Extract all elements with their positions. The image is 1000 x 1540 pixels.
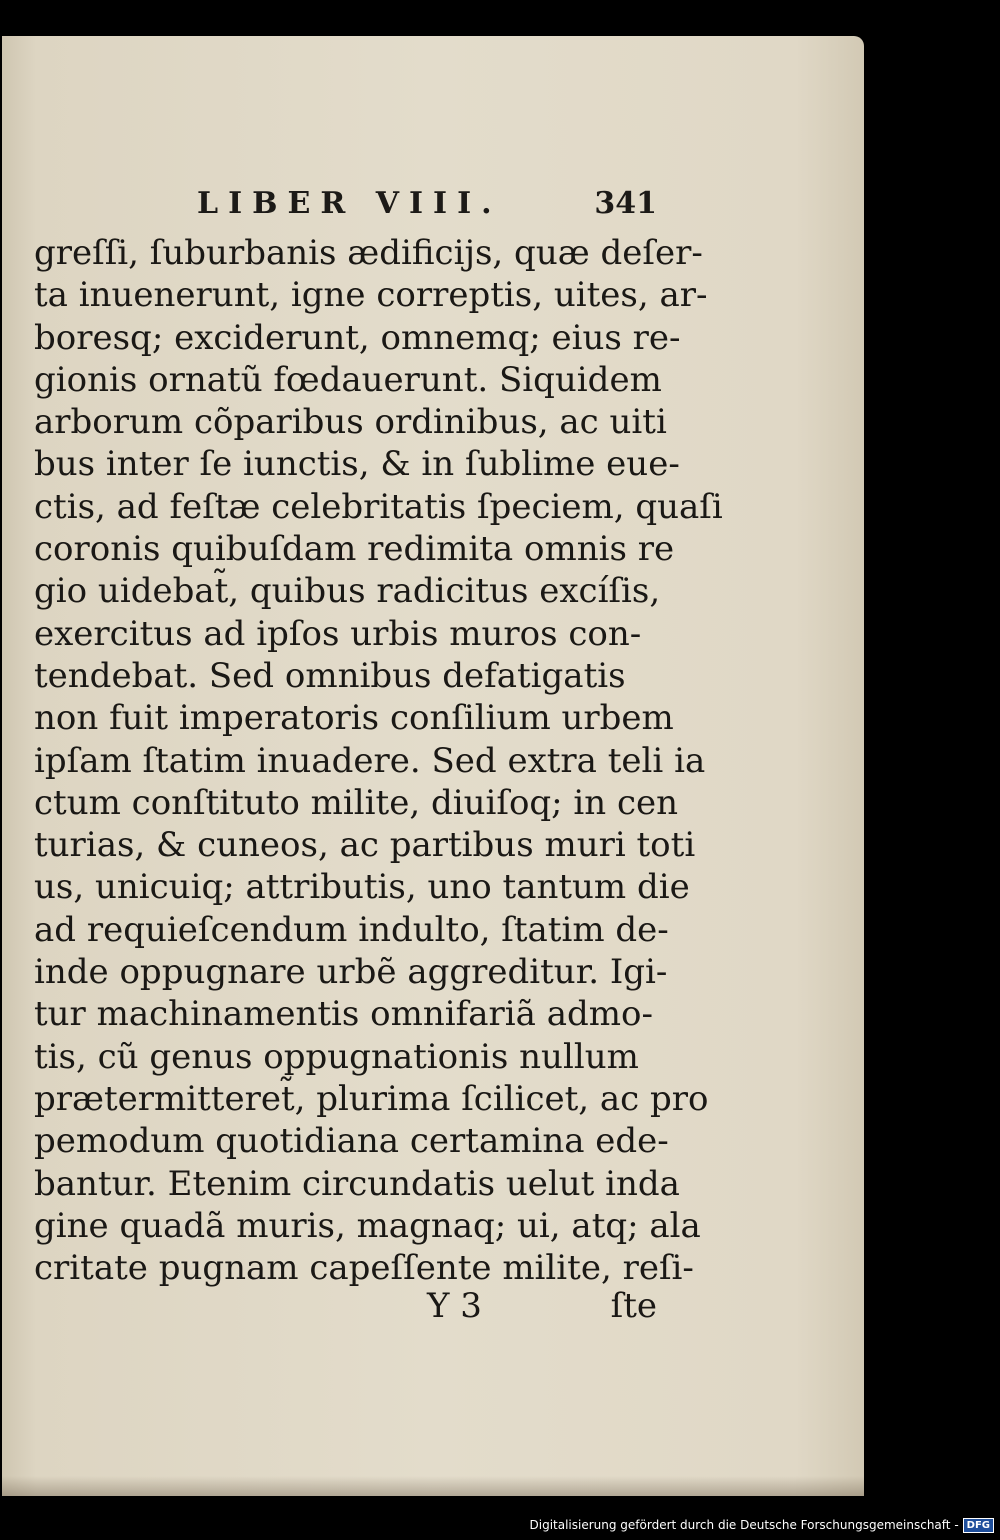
running-title: LIBER VIII. bbox=[197, 186, 502, 221]
text-line: ipſam ſtatim inuadere. Sed extra teli ia bbox=[34, 740, 706, 781]
text-line: exercitus ad ipſos urbis muros con- bbox=[34, 613, 642, 654]
book-page bbox=[2, 36, 864, 1496]
dfg-logo: DFG bbox=[963, 1518, 994, 1533]
folio-number: 341 bbox=[594, 186, 657, 221]
text-line: ad requieſcendum indulto, ſtatim de- bbox=[34, 909, 669, 950]
text-line: us, unicuiq; attributis, uno tantum die bbox=[34, 867, 690, 908]
body-text bbox=[34, 232, 723, 1289]
text-line: prætermitteret̃, plurima ſcilicet, ac pro bbox=[34, 1078, 709, 1119]
text-line: tendebat. Sed omnibus defatigatis bbox=[34, 655, 626, 696]
text-line: coronis quibuſdam redimita omnis re bbox=[34, 529, 675, 570]
text-line: ctum conſtituto milite, diuiſoq; in cen bbox=[34, 782, 679, 823]
text-line: ta inuenerunt, igne correptis, uites, ar- bbox=[34, 275, 708, 316]
digitization-credit bbox=[530, 1514, 995, 1536]
text-line: bus inter ſe iunctis, & in ſublime eue- bbox=[34, 444, 680, 485]
text-line: boresq; exciderunt, omnemq; eius re- bbox=[34, 317, 681, 358]
text-line: tur machinamentis omnifariã admo- bbox=[34, 994, 653, 1035]
text-line: gionis ornatũ fœdauerunt. Siquidem bbox=[34, 359, 662, 400]
text-line: gine quadã muris, magnaq; ui, atq; ala bbox=[34, 1205, 701, 1246]
page-header bbox=[197, 186, 657, 226]
page-footer bbox=[427, 1286, 657, 1326]
text-line: bantur. Etenim circundatis uelut inda bbox=[34, 1163, 680, 1204]
credit-text: Digitalisierung gefördert durch die Deutsche Forschungsgemeinschaft - bbox=[529, 1518, 959, 1532]
text-line: non fuit imperatoris conſilium urbem bbox=[34, 698, 674, 739]
text-line: greſſi, ſuburbanis ædificijs, quæ deſer- bbox=[34, 233, 703, 273]
text-line: gio uidebat̃, quibus radicitus excíſis, bbox=[34, 571, 661, 612]
text-line: inde oppugnare urbẽ aggreditur. Igi- bbox=[34, 952, 668, 993]
text-line: critate pugnam capeſſente milite, reſi- bbox=[34, 1248, 694, 1289]
text-line: arborum cõparibus ordinibus, ac uiti bbox=[34, 402, 667, 443]
signature-mark: Y 3 bbox=[427, 1286, 482, 1326]
text-line: turias, & cuneos, ac partibus muri toti bbox=[34, 825, 696, 866]
catchword: ſte bbox=[610, 1286, 657, 1326]
text-line: pemodum quotidiana certamina ede- bbox=[34, 1121, 669, 1162]
text-line: ctis, ad feſtæ celebritatis ſpeciem, quaſi bbox=[34, 486, 723, 527]
text-line: tis, cũ genus oppugnationis nullum bbox=[34, 1036, 639, 1077]
